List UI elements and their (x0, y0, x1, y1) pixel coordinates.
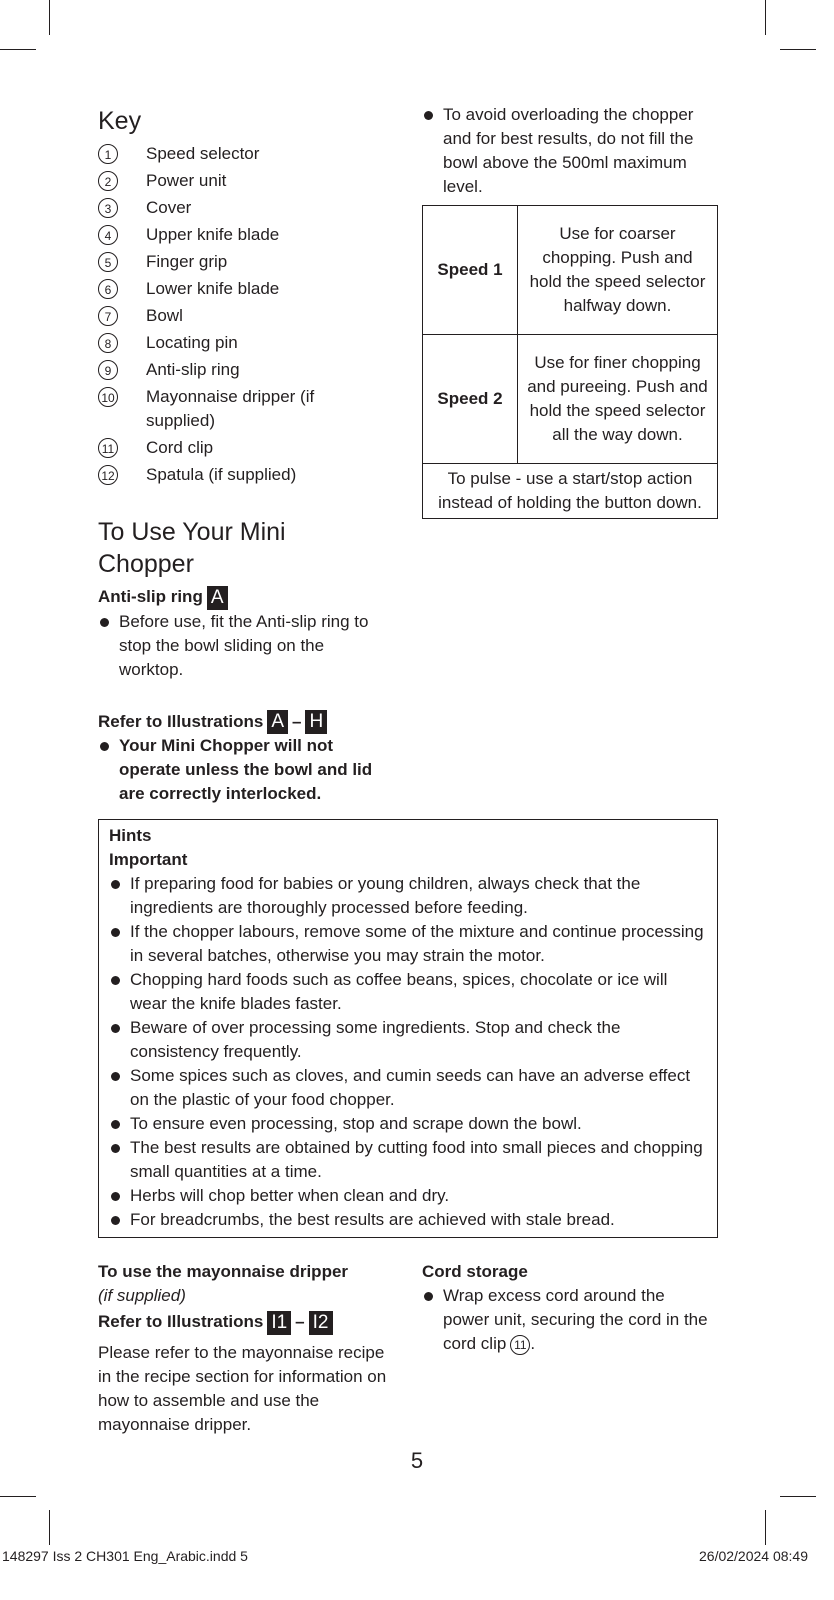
key-item-label: Anti-slip ring (146, 360, 240, 379)
key-item (98, 331, 398, 355)
key-number-circle: 12 (98, 465, 118, 485)
pulse-row (423, 464, 718, 519)
key-number-circle: 4 (98, 225, 118, 245)
key-item (98, 250, 398, 274)
cord-bullets (422, 1284, 712, 1356)
speed-row (423, 206, 718, 335)
hint-item: To ensure even processing, stop and scrape down the bowl. (109, 1112, 707, 1136)
cord-section (422, 1260, 712, 1356)
mayo-refer-text: Refer to Illustrations (98, 1312, 264, 1331)
key-number-circle: 8 (98, 333, 118, 353)
key-item (98, 463, 398, 487)
key-item (98, 304, 398, 328)
key-number-circle: 1 (98, 144, 118, 164)
key-number-circle: 10 (98, 387, 118, 407)
mayo-section (98, 1260, 398, 1437)
slug-left: 148297 Iss 2 CH301 Eng_Arabic.indd 5 (2, 1548, 248, 1564)
crop-mark-top-right-h (780, 49, 816, 50)
speed-row (423, 335, 718, 464)
key-item-label: Power unit (146, 171, 227, 190)
mayo-dash: – (295, 1312, 305, 1331)
hint-item: If the chopper labours, remove some of the mixture and continue processing in several batches, otherwise you may strain the motor. (109, 920, 707, 968)
key-number-circle: 3 (98, 198, 118, 218)
illustration-tag: A (207, 586, 228, 610)
hint-item: The best results are obtained by cutting food into small pieces and chopping small quantities at a time. (109, 1136, 707, 1184)
crop-mark-bottom-right-h (780, 1496, 816, 1497)
key-item (98, 196, 398, 220)
overload-bullets (422, 103, 718, 199)
overload-bullet: To avoid overloading the chopper and for best results, do not fill the bowl above the 500ml maximum level. (422, 103, 718, 199)
key-item-label: Cover (146, 198, 192, 217)
use-title: To Use Your Mini Chopper (98, 518, 286, 578)
refer-heading-text: Refer to Illustrations (98, 711, 264, 731)
hint-item: Herbs will chop better when clean and dry. (109, 1184, 707, 1208)
cord-bullet (422, 1284, 708, 1356)
mayo-refer-heading (98, 1310, 398, 1335)
key-item (98, 358, 398, 382)
speed-description: Use for finer chopping and pureeing. Push and hold the speed selector all the way down. (518, 335, 718, 464)
illustration-tag: I2 (309, 1311, 333, 1335)
key-item-label: Upper knife blade (146, 225, 280, 244)
key-item (98, 277, 398, 301)
key-item (98, 436, 398, 460)
key-list (98, 142, 398, 487)
antislip-heading-text: Anti-slip ring (98, 587, 203, 606)
hints-box (98, 819, 718, 1238)
speed-label: Speed 1 (423, 206, 518, 335)
refer-dash: – (292, 711, 302, 731)
use-section (98, 516, 398, 806)
crop-mark-top-right-v (765, 0, 766, 35)
hints-subtitle: Important (109, 850, 188, 869)
key-item-label: Locating pin (146, 333, 238, 352)
cord-heading: Cord storage (422, 1262, 528, 1281)
cord-bullet-text: Wrap excess cord around the power unit, securing the cord in the cord clip (443, 1286, 708, 1353)
antislip-bullet: Before use, fit the Anti-slip ring to stop the bowl sliding on the worktop. (98, 610, 379, 682)
key-item (98, 142, 398, 166)
right-column (422, 103, 718, 519)
key-section (98, 106, 398, 490)
key-item-label: Speed selector (146, 144, 260, 163)
illustration-tag: A (267, 710, 288, 734)
interlock-bullet: Your Mini Chopper will not operate unless the bowl and lid are correctly interlocked. (98, 734, 394, 806)
key-number-circle: 2 (98, 171, 118, 191)
key-title: Key (98, 107, 142, 135)
key-number-circle: 5 (98, 252, 118, 272)
crop-mark-bottom-left-h (0, 1496, 36, 1497)
hints-list (109, 872, 707, 1232)
speed-description: Use for coarser chopping. Push and hold the speed selector halfway down. (518, 206, 718, 335)
hint-item: Beware of over processing some ingredients. Stop and check the consistency frequently. (109, 1016, 707, 1064)
key-item-label: Finger grip (146, 252, 228, 271)
hint-item: Chopping hard foods such as coffee beans, spices, chocolate or ice will wear the knife blades faster. (109, 968, 707, 1016)
key-number-circle: 6 (98, 279, 118, 299)
key-number-circle: 7 (98, 306, 118, 326)
cord-clip-ref: 11 (510, 1335, 530, 1355)
illustration-tag: H (305, 710, 327, 734)
crop-mark-top-left-v (49, 0, 50, 35)
key-item-label: Cord clip (146, 438, 214, 457)
crop-mark-top-left-h (0, 49, 36, 50)
key-item-label: Lower knife blade (146, 279, 280, 298)
crop-mark-bottom-left-v (49, 1510, 50, 1545)
illustration-tag: I1 (267, 1311, 291, 1335)
mayo-note: (if supplied) (98, 1286, 186, 1305)
key-item-label: Mayonnaise dripper (if supplied) (146, 387, 315, 430)
crop-mark-bottom-right-v (765, 1510, 766, 1545)
mayo-body: Please refer to the mayonnaise recipe in the recipe section for information on how to assemble and use the mayonnaise dripper. (98, 1342, 387, 1434)
slug-right: 26/02/2024 08:49 (699, 1548, 808, 1564)
page-number: 5 (410, 1448, 424, 1473)
key-item-label: Spatula (if supplied) (146, 465, 297, 484)
key-number-circle: 9 (98, 360, 118, 380)
speed-table (422, 205, 718, 519)
pulse-text: To pulse - use a start/stop action instead of holding the button down. (423, 464, 718, 519)
refer-heading (98, 710, 398, 735)
key-item (98, 169, 398, 193)
hint-item: If preparing food for babies or young children, always check that the ingredients are thoroughly processed before feeding. (109, 872, 707, 920)
key-item (98, 223, 398, 247)
hints-title: Hints (109, 826, 152, 845)
speed-label: Speed 2 (423, 335, 518, 464)
antislip-bullets (98, 610, 398, 682)
key-item-label: Bowl (146, 306, 183, 325)
hint-item: Some spices such as cloves, and cumin seeds can have an adverse effect on the plastic of your food chopper. (109, 1064, 707, 1112)
key-number-circle: 11 (98, 438, 118, 458)
key-item (98, 385, 398, 433)
mayo-heading: To use the mayonnaise dripper (98, 1262, 349, 1281)
hint-item: For breadcrumbs, the best results are achieved with stale bread. (109, 1208, 707, 1232)
cord-bullet-end: . (530, 1334, 536, 1353)
refer-bullets (98, 734, 398, 806)
antislip-heading (98, 585, 398, 610)
